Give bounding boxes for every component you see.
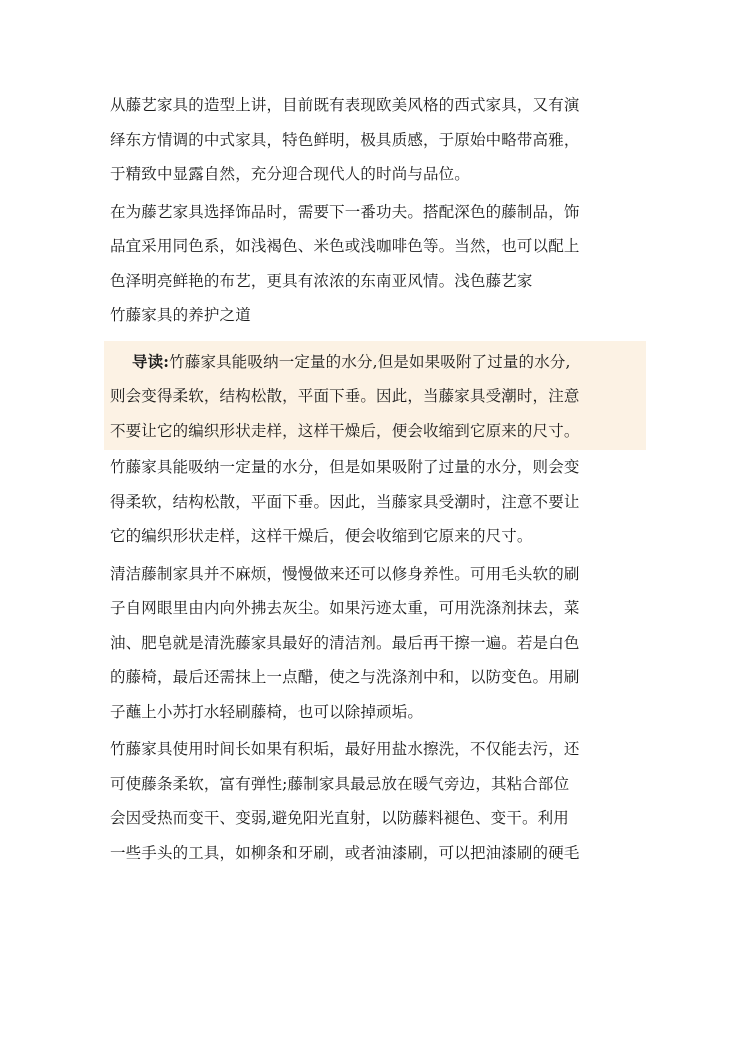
text-line: 得柔软，结构松散，平面下垂。因此，当藤家具受潮时，注意不要让 bbox=[110, 492, 580, 511]
paragraph-moisture bbox=[110, 450, 640, 554]
text-line: 子自网眼里由内向外拂去灰尘。如果污迹太重，可用洗涤剂抹去，菜 bbox=[110, 599, 580, 617]
text-line: 在为藤艺家具选择饰品时，需要下一番功夫。搭配深色的藤制品，饰 bbox=[110, 202, 580, 221]
text-line: 绎东方情调的中式家具，特色鲜明，极具质感，于原始中略带高雅， bbox=[110, 130, 580, 149]
lead-first-line bbox=[110, 345, 646, 380]
text-line: 竹藤家具使用时间长如果有积垢，最好用盐水擦洗，不仅能去污，还 bbox=[110, 740, 580, 758]
text-line: 清洁藤制家具并不麻烦，慢慢做来还可以修身养性。可用毛头软的刷 bbox=[110, 564, 580, 583]
section-heading bbox=[110, 298, 640, 333]
text-line: 则会变得柔软，结构松散，平面下垂。因此，当藤家具受潮时，注意 bbox=[110, 387, 580, 405]
text-line: 从藤艺家具的造型上讲，目前既有表现欧美风格的西式家具，又有演 bbox=[110, 96, 580, 114]
text-line: 竹藤家具能吸纳一定量的水分，但是如果吸附了过量的水分，则会变 bbox=[110, 458, 580, 476]
paragraph-style-intro bbox=[110, 88, 640, 192]
text-line: 它的编织形状走样，这样干燥后，便会收缩到它原来的尺寸。 bbox=[110, 527, 533, 545]
paragraph-maintenance bbox=[110, 732, 640, 870]
text-line: 子蘸上小苏打水轻刷藤椅，也可以除掉顽垢。 bbox=[110, 702, 424, 721]
text-line: 可使藤条柔软，富有弹性;藤制家具最忌放在暖气旁边，其粘合部位 bbox=[110, 774, 570, 793]
document-page bbox=[110, 88, 640, 870]
text-line: 色泽明亮鲜艳的布艺，更具有浓浓的东南亚风情。浅色藤艺家 bbox=[110, 271, 533, 290]
text-line: 品宜采用同色系，如浅褐色、米色或浅咖啡色等。当然，也可以配上 bbox=[110, 237, 580, 255]
lead-summary-box bbox=[104, 341, 646, 451]
text-line: 于精致中显露自然，充分迎合现代人的时尚与品位。 bbox=[110, 165, 470, 183]
text-line: 一些手头的工具，如柳条和牙刷，或者油漆刷，可以把油漆刷的硬毛 bbox=[110, 843, 580, 862]
text-line: 会因受热而变干、变弱,避免阳光直射，以防藤料褪色、变干。利用 bbox=[110, 809, 569, 827]
paragraph-cleaning bbox=[110, 557, 640, 730]
lead-label: 导读: bbox=[132, 351, 170, 371]
text-line: 的藤椅，最后还需抹上一点醋，使之与洗涤剂中和，以防变色。用刷 bbox=[110, 668, 580, 686]
text-line: 油、肥皂就是清洗藤家具最好的清洁剂。最后再干擦一遍。若是白色 bbox=[110, 633, 580, 652]
paragraph-decor-tips bbox=[110, 195, 640, 299]
lead-text: 竹藤家具能吸纳一定量的水分,但是如果吸附了过量的水分, bbox=[169, 352, 571, 371]
heading-text: 竹藤家具的养护之道 bbox=[110, 306, 251, 324]
text-line: 不要让它的编织形状走样，这样干燥后，便会收缩到它原来的尺寸。 bbox=[110, 421, 580, 440]
